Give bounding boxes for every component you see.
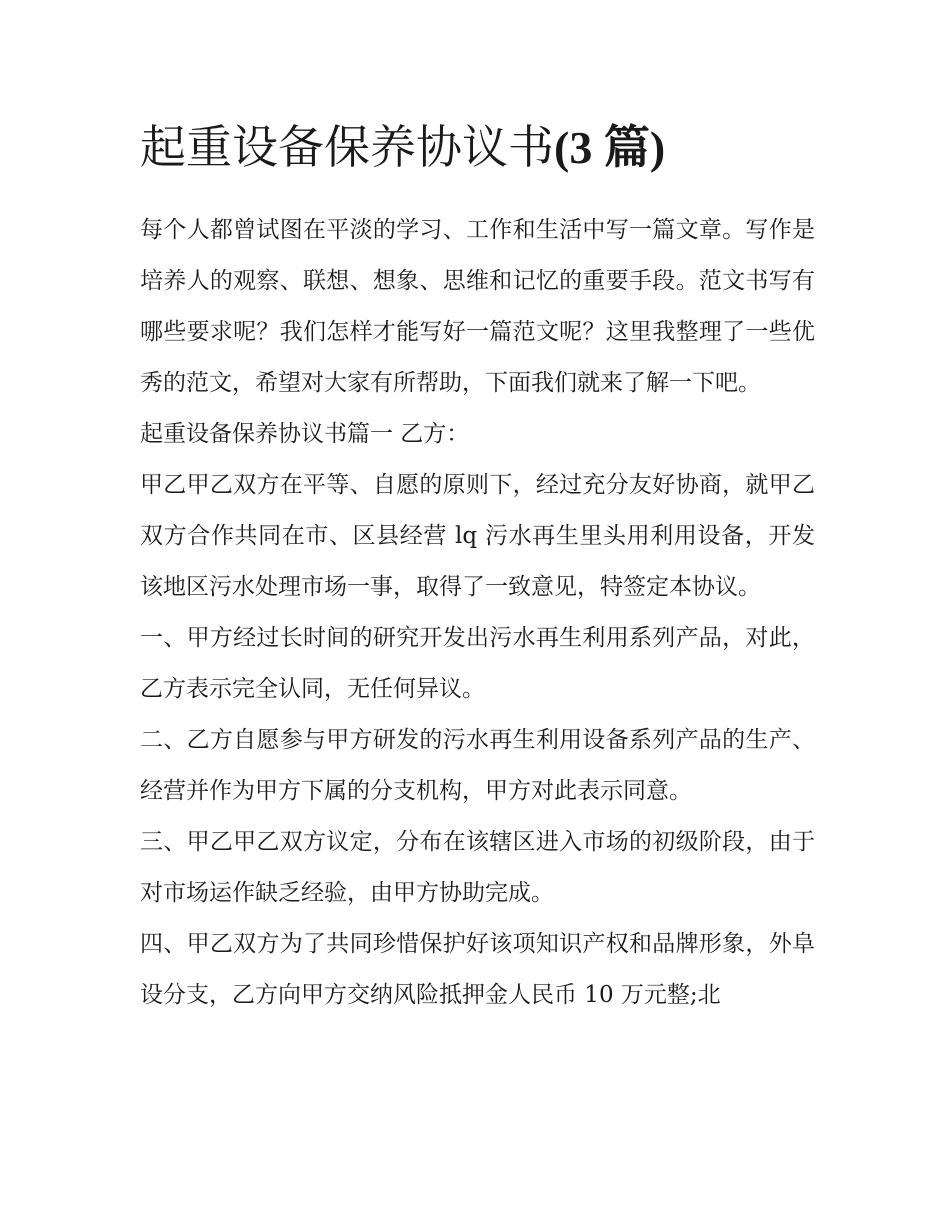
clause-2: 二、乙方自愿参与甲方研发的污水再生利用设备系列产品的生产、经营并作为甲方下属的分支机构，甲方对此表示同意。 [140, 727, 815, 804]
document-page [140, 112, 815, 1021]
clause-3: 三、甲乙甲乙双方议定，分布在该辖区进入市场的初级阶段，由于对市场运作缺乏经验，由甲方协助完成。 [140, 829, 815, 906]
intro-paragraph: 每个人都曾试图在平淡的学习、工作和生活中写一篇文章。写作是培养人的观察、联想、想象、思维和记忆的重要手段。范文书写有哪些要求呢？我们怎样才能写好一篇范文呢？这里我整理了一些优秀的范文，希望对大家有所帮助，下面我们就来了解一下吧。 [140, 217, 815, 396]
title-main: 起重设备保养协议书 [140, 120, 554, 174]
agreement-preamble: 甲乙甲乙双方在平等、自愿的原则下，经过充分友好协商，就甲乙双方合作共同在市、区县经营 lq 污水再生里头用利用设备，开发该地区污水处理市场一事，取得了一致意见，特签定本协议。 [140, 472, 815, 600]
clause-1: 一、甲方经过长时间的研究开发出污水再生利用系列产品，对此，乙方表示完全认同，无任何异议。 [140, 625, 815, 702]
document-title [140, 112, 815, 183]
section-heading: 起重设备保养协议书篇一 乙方： [140, 421, 470, 447]
clause-4: 四、甲乙双方为了共同珍惜保护好该项知识产权和品牌形象，外阜设分支，乙方向甲方交纳风险抵押金人民币 10 万元整;北 [140, 931, 815, 1008]
title-suffix: (3 篇) [554, 122, 666, 173]
